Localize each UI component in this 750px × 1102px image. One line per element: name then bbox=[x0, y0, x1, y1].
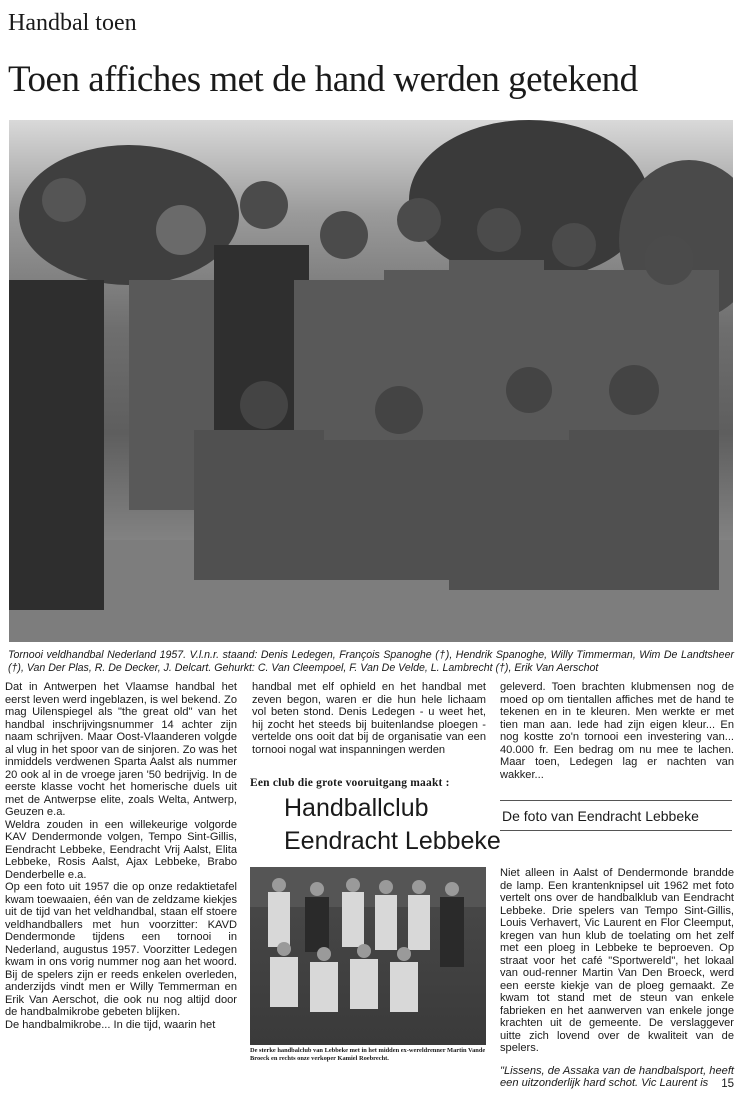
paragraph: Niet alleen in Aalst of Dendermonde brandde de lamp. Een krantenknipsel uit 1962 met foto vertelt ons over de handbalklub van Eendracht Lebbeke. Drie spelers van Tempo Sint-Gillis, Louis Verhavert, Vic Laurent en Flor Cleemput, kregen van hun klub de toelating om het zelf met een ploeg in Lebbeke te beproeven. Op straat voor het café "Sportwereld", het lokaal van oud-renner Martin Van Den Broeck, werd een eerste kiekje van de ploeg gemaakt. Ze kwam tot stand met de steun van enkele fabrieken en het aanwerven van enkele jonge krachten uit de gemeente. De verslaggever uitte zich lovend over de kwaliteit van de spelers. bbox=[500, 867, 734, 1054]
article-column-2 bbox=[252, 681, 486, 756]
clipping-club-line-2: Eendracht Lebbeke bbox=[284, 827, 501, 855]
clipping-headline: Een club die grote vooruitgang maakt : bbox=[250, 777, 450, 789]
paragraph: De handbalmikrobe... In die tijd, waarin het bbox=[5, 1018, 216, 1031]
article-column-3 bbox=[500, 681, 734, 781]
paragraph: geleverd. Toen brachten klubmensen nog de moed op om tientallen affiches met de hand te tekenen en in te kleuren. Men werkte er met tien man aan. Iede had zijn eigen kleur... En nog kostte zo'n tornooi een investering van... 40.000 fr. Een bedrag om nu mee te lachen. Maar toen, Ledegen lag er nachten van wakker... bbox=[500, 681, 734, 781]
lebbeke-team-photo bbox=[250, 867, 486, 1045]
page-number: 15 bbox=[721, 1078, 734, 1090]
photo-caption: Tornooi veldhandbal Nederland 1957. V.l.n.r. staand: Denis Ledegen, François Spanoghe (†), Hendrik Spanoghe, Willy Timmerman, Wim De Landtsheer (†), Van Der Plas, R. De Decker, J. Delcart. Gehurkt: C. Van Cleempoel, F. Van De Velde, L. Lambrecht (†), Erik Van Aerschot bbox=[8, 649, 734, 675]
quote: "Lissens, de Assaka van de handbalsport, heeft een uitzonderlijk hard schot. Vic Laurent is bbox=[500, 1064, 734, 1089]
paragraph: Dat in Antwerpen het Vlaamse handbal het eerst leven werd ingeblazen, is wel bekend. Zo mag Uilenspiegel als "the great old" van het handbal inschrijvingsnummer 14 achter zijn naam schrijven. Maar Oost-Vlaanderen volgde al vlug in het spoor van de sinjoren. Zo was het inmiddels verdwenen Sparta Aalst als nummer 20 ook al in de vroege jaren '50 bedrijvig. In de eerste klasse vocht het homerische duels uit met de Antwerpse elite, zoals Welta, Antwerp, Geuzen e.a. bbox=[5, 681, 237, 818]
clipping-club-line-1: Handballclub bbox=[284, 794, 429, 822]
section-label: Handbal toen bbox=[8, 10, 137, 36]
paragraph: Weldra zouden in een willekeurige volgorde KAV Dendermonde volgen, Tempo Sint-Gillis, Eendracht Lebbeke, Eendracht Vrij Aalst, Elita Lebbeke, Rosis Aalst, Ajax Lebbeke, Brabo Denderbelle e.a. bbox=[5, 818, 237, 881]
paragraph: handbal met elf ophield en het handbal met zeven begon, waren er die hun hele lichaam vol beten stond. Denis Ledegen - u weet het, hij zocht het steeds bij buitenlandse ploegen - vertelde ons ooit dat bij de organisatie van een tornooi nogal wat inspanningen werden bbox=[252, 681, 486, 756]
article-column-1 bbox=[5, 681, 237, 1031]
paragraph: Op een foto uit 1957 die op onze redaktietafel kwam toewaaien, één van de zeldzame kiekjes uit de tijd van het veldhandbal, staan elf stoere veldhandballers met hun voorzitter: KAVD Dendermonde tijdens een tornooi in Nederland, augustus 1957. Voorzitter Ledegen kwam in ons vorig nummer nog aan het woord. Bij de spelers zijn er reeds enkelen overleden, anderzijds vindt men er Willy Temmerman en Erik Van Aerschot, die ook nu nog altijd door de handbalmikrobe gebeten blijken. bbox=[5, 881, 237, 1018]
team-photo-1957 bbox=[9, 120, 733, 642]
subheading: De foto van Eendracht Lebbeke bbox=[500, 800, 732, 831]
article-column-3-continued bbox=[500, 867, 734, 1090]
clipping-caption: De sterke handbalclub van Lebbeke met in het midden ex-wereldrenner Martin Vande Broeck en rechts onze verkoper Kamiel Roebrecht. bbox=[250, 1047, 486, 1062]
page-title: Toen affiches met de hand werden getekend bbox=[8, 59, 638, 100]
